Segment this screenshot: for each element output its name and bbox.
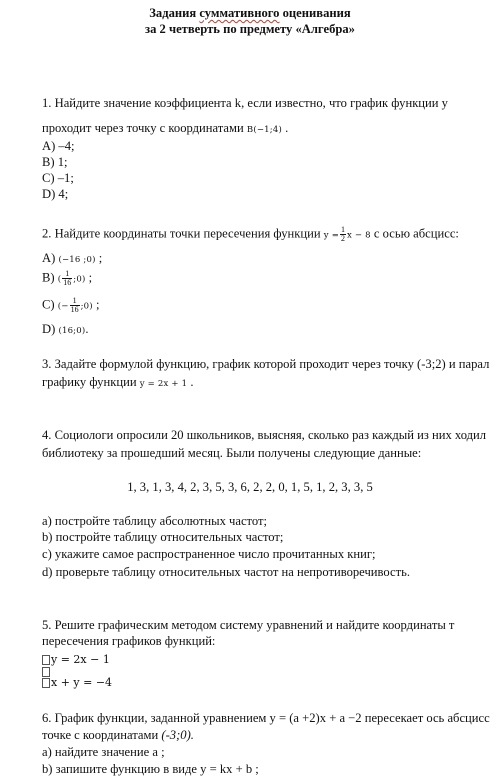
title-line-1 xyxy=(0,6,500,21)
q2-opt-c-fraction xyxy=(70,297,80,314)
q2-opt-b-num: 1 xyxy=(62,270,72,279)
q3-prefix: графику функции xyxy=(42,375,137,389)
q2-opt-d-end: . xyxy=(85,322,89,336)
q2-opt-d-value: (16;0) xyxy=(58,326,86,336)
q2-opt-b-fraction xyxy=(62,270,72,287)
q2-func-fraction xyxy=(340,226,346,243)
q2-opt-c-open: (− xyxy=(57,301,69,312)
q2-prefix: 2. Найдите координаты точки пересечения функции xyxy=(42,226,321,241)
q4-task-a: a) постройте таблицу абсолютных частот; xyxy=(42,514,268,528)
q2-opt-b-end: ; xyxy=(85,270,93,285)
q4-task-b: b) постройте таблицу относительных частот; xyxy=(42,530,284,544)
q2-opt-d-label: D) xyxy=(42,322,56,336)
q1-option-c: C) –1; xyxy=(42,171,74,185)
q2-text xyxy=(42,226,459,243)
q6-task-a: а) найдите значение a ; xyxy=(42,745,165,759)
q2-opt-a-end: ; xyxy=(95,251,103,265)
q2-opt-c-close: ;0) xyxy=(80,301,93,312)
q2-option-b xyxy=(42,270,92,287)
q4-task-d: d) проверьте таблицу относительных частот на непротиворечивость. xyxy=(42,565,410,579)
q1-suffix: . xyxy=(285,121,289,135)
q2-func-den: 2 xyxy=(341,234,346,243)
q1-option-a: A) –4; xyxy=(42,139,75,153)
q2-opt-b-den: 16 xyxy=(63,278,72,287)
q5-line-2: пересечения графиков функций: xyxy=(42,634,216,648)
q1-text-line-1: 1. Найдите значение коэффициента k, если известно, что график функции у xyxy=(42,96,448,110)
q3-suffix: . xyxy=(190,375,194,389)
q2-func-y: y = xyxy=(323,230,340,241)
q2-opt-b-close: ;0) xyxy=(73,274,86,285)
q2-func-num: 1 xyxy=(341,225,346,234)
title-underlined-word: суммативного xyxy=(199,6,280,20)
title-line-2: за 2 четверть по предмету «Алгебра» xyxy=(145,22,355,36)
q2-opt-a-label: A) xyxy=(42,251,56,265)
q2-opt-b-open: ( xyxy=(57,274,62,285)
q1-point: B(−1;4) xyxy=(246,125,282,135)
q2-opt-c-end: ; xyxy=(92,297,100,312)
q6-line-2 xyxy=(42,728,194,743)
q4-task-c: c) укажите самое распространенное число прочитанных книг; xyxy=(42,547,376,561)
q5-eq-1-text: y = 2x − 1 xyxy=(51,653,110,666)
q1-prefix: проходит через точку с координатами xyxy=(42,121,244,135)
title-suffix: оценивания xyxy=(279,6,351,20)
q2-opt-a-value: (−16 ;0) xyxy=(58,255,96,265)
q6-line-2-prefix: точке с координатами xyxy=(42,728,162,742)
q2-suffix: с осью абсцисс: xyxy=(373,226,459,241)
q6-line-1: 6. График функции, заданной уравнением y = (a +2)x + a −2 пересекает ось абсцисс xyxy=(42,711,490,725)
q4-line-2: библиотеку за прошедший месяц. Были получены следующие данные: xyxy=(42,446,422,460)
q5-eq-1 xyxy=(42,652,110,667)
q6-task-b: b) запишите функцию в виде y = kx + b ; xyxy=(42,762,259,776)
q2-func-rest: x − 8 xyxy=(347,230,371,241)
brace-placeholder-icon xyxy=(42,678,50,688)
q2-option-c xyxy=(42,297,99,314)
q5-line-1: 5. Решите графическим методом систему уравнений и найдите координаты т xyxy=(42,618,455,632)
q3-func: y = 2x + 1 xyxy=(139,379,188,389)
q5-eq-2-text: x + y = −4 xyxy=(51,676,113,689)
q6-line-2-point: (-3;0). xyxy=(161,728,194,742)
q2-opt-c-label: C) xyxy=(42,297,55,312)
q4-line-1: 4. Социологи опросили 20 школьников, выясняя, сколько раз каждый из них ходил xyxy=(42,428,487,442)
q2-option-a xyxy=(42,251,102,266)
q2-opt-b-label: B) xyxy=(42,270,55,285)
q1-option-d: D) 4; xyxy=(42,187,69,201)
q1-option-b: B) 1; xyxy=(42,155,68,169)
q4-data: 1, 3, 1, 3, 4, 2, 3, 5, 3, 6, 2, 2, 0, 1, 5, 1, 2, 3, 3, 5 xyxy=(127,480,373,494)
q2-option-d xyxy=(42,322,89,337)
q1-text-line-2 xyxy=(42,121,288,136)
q3-line-1: 3. Задайте формулой функцию, график которой проходит через точку (-3;2) и парал xyxy=(42,357,490,371)
q2-opt-c-den: 16 xyxy=(70,305,79,314)
title-prefix: Задания xyxy=(149,6,200,20)
q2-opt-c-num: 1 xyxy=(70,297,80,306)
q5-eq-2 xyxy=(42,675,112,690)
q3-line-2 xyxy=(42,375,194,390)
